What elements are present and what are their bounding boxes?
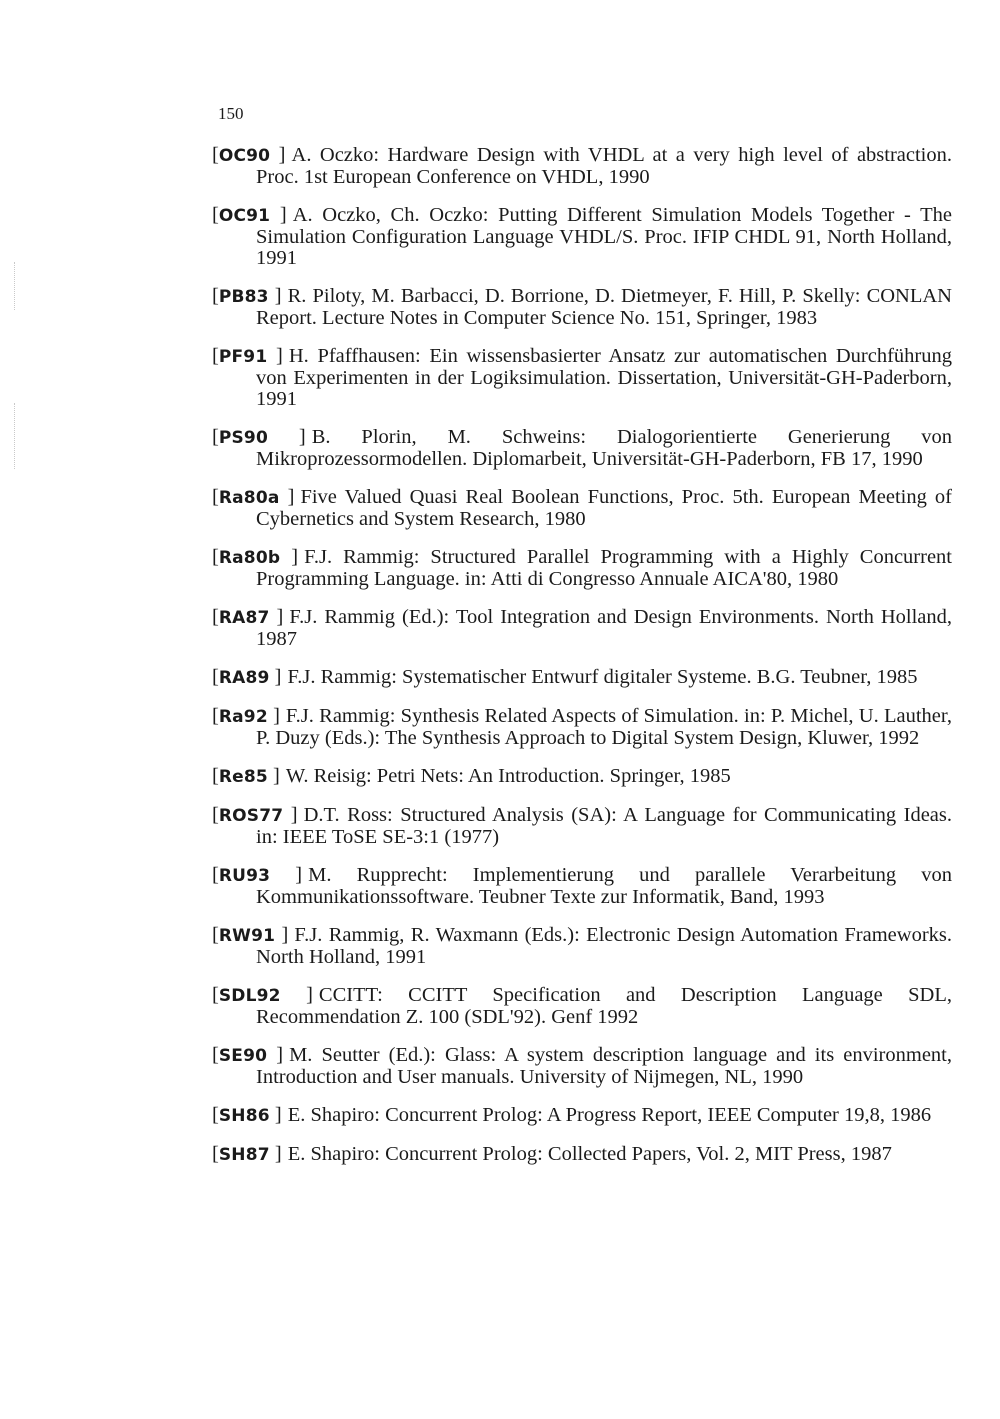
reference-text: B. Plorin, M. Schweins: Dialogorientierte Generierung von Mikroprozessormodellen. Diplomarbeit, Universität-GH-Paderborn, FB 17, 1990 [256,426,952,470]
reference-entry: [Ra92 ] F.J. Rammig: Synthesis Related Aspects of Simulation. in: P. Michel, U. Lauther, P. Duzy (Eds.): The Synthesis Approach to Digital System Design, Kluwer, 1992 [212,705,952,749]
reference-text: M. Seutter (Ed.): Glass: A system description language and its environment, Introduction and User manuals. University of Nijmegen, NL, 1990 [256,1044,952,1088]
reference-entry: [RA89 ] F.J. Rammig: Systematischer Entwurf digitaler Systeme. B.G. Teubner, 1985 [212,666,918,688]
reference-entry: [OC90 ] A. Oczko: Hardware Design with VHDL at a very high level of abstraction. Proc. 1st European Conference on VHDL, 1990 [212,144,953,188]
reference-key: RA87 [218,608,270,628]
reference-text: R. Piloty, M. Barbacci, D. Borrione, D. Dietmeyer, F. Hill, P. Skelly: CONLAN Report. Lecture Notes in Computer Science No. 151, Springer, 1983 [256,285,952,329]
reference-key: PB83 [218,287,269,307]
reference-text: E. Shapiro: Concurrent Prolog: A Progress Report, IEEE Computer 19,8, 1986 [287,1104,932,1126]
reference-entry: [RU93 ] M. Rupprecht: Implementierung und parallele Verarbeitung von Kommunikationssoftware. Teubner Texte zur Informatik, Band, 1993 [212,864,953,908]
reference-key: Ra80b [218,548,281,568]
reference-text: F.J. Rammig (Ed.): Tool Integration and Design Environments. North Holland, 1987 [256,606,952,650]
reference-text: A. Oczko, Ch. Oczko: Putting Different Simulation Models Together - The Simulation Configuration Language VHDL/S. Proc. IFIP CHDL 91, North Holland, 1991 [256,204,952,269]
reference-text: H. Pfaffhausen: Ein wissensbasierter Ansatz zur automatischen Durchführung von Experimenten in der Logiksimulation. Dissertation, Universität-GH-Paderborn, 1991 [256,345,952,410]
reference-text: F.J. Rammig: Synthesis Related Aspects of Simulation. in: P. Michel, U. Lauther, P. Duzy (Eds.): The Synthesis Approach to Digital System Design, Kluwer, 1992 [256,705,952,749]
reference-entry: [SH87 ] E. Shapiro: Concurrent Prolog: Collected Papers, Vol. 2, MIT Press, 1987 [212,1143,892,1165]
reference-key: SE90 [218,1046,268,1066]
reference-key: PF91 [218,347,268,367]
reference-text: M. Rupprecht: Implementierung und parallele Verarbeitung von Kommunikationssoftware. Teubner Texte zur Informatik, Band, 1993 [256,864,953,908]
reference-key: PS90 [218,428,268,448]
reference-text: A. Oczko: Hardware Design with VHDL at a very high level of abstraction. Proc. 1st European Conference on VHDL, 1990 [256,144,953,188]
reference-key: SDL92 [218,986,281,1006]
reference-key: SH86 [218,1106,270,1126]
reference-entry: [ROS77 ] D.T. Ross: Structured Analysis (SA): A Language for Communicating Ideas. in: IEEE ToSE SE-3:1 (1977) [212,804,953,848]
reference-entry: [SH86 ] E. Shapiro: Concurrent Prolog: A Progress Report, IEEE Computer 19,8, 1986 [212,1104,932,1126]
reference-entry: [OC91 ] A. Oczko, Ch. Oczko: Putting Different Simulation Models Together - The Simulation Configuration Language VHDL/S. Proc. IFIP CHDL 91, North Holland, 1991 [212,204,952,269]
reference-entry: [PS90 ] B. Plorin, M. Schweins: Dialogorientierte Generierung von Mikroprozessormodellen. Diplomarbeit, Universität-GH-Paderborn, FB 17, 1990 [212,426,952,470]
reference-text: W. Reisig: Petri Nets: An Introduction. Springer, 1985 [285,765,731,787]
reference-list [212,145,952,1183]
reference-entry: [Ra80b ] F.J. Rammig: Structured Parallel Programming with a Highly Concurrent Programming Language. in: Atti di Congresso Annuale AICA'80, 1980 [212,546,953,590]
reference-entry: [Ra80a ] Five Valued Quasi Real Boolean Functions, Proc. 5th. European Meeting of Cybernetics and System Research, 1980 [212,486,953,530]
reference-text: D.T. Ross: Structured Analysis (SA): A Language for Communicating Ideas. in: IEEE ToSE SE-3:1 (1977) [256,804,953,848]
reference-key: OC91 [218,206,271,226]
reference-entry: [SDL92 ] CCITT: CCITT Specification and Description Language SDL, Recommendation Z. 100 (SDL'92). Genf 1992 [212,984,953,1028]
reference-text: Five Valued Quasi Real Boolean Functions, Proc. 5th. European Meeting of Cybernetics and System Research, 1980 [256,486,953,530]
reference-entry: [PF91 ] H. Pfaffhausen: Ein wissensbasierter Ansatz zur automatischen Durchführung von Experimenten in der Logiksimulation. Dissertation, Universität-GH-Paderborn, 1991 [212,345,952,410]
reference-key: OC90 [218,146,271,166]
reference-entry: [RW91 ] F.J. Rammig, R. Waxmann (Eds.): Electronic Design Automation Frameworks. North Holland, 1991 [212,924,952,968]
reference-entry: [Re85 ] W. Reisig: Petri Nets: An Introduction. Springer, 1985 [212,765,731,787]
reference-entry: [RA87 ] F.J. Rammig (Ed.): Tool Integration and Design Environments. North Holland, 1987 [212,606,952,650]
reference-entry: [PB83 ] R. Piloty, M. Barbacci, D. Borrione, D. Dietmeyer, F. Hill, P. Skelly: CONLAN Report. Lecture Notes in Computer Science No. 151, Springer, 1983 [212,285,952,329]
reference-text: F.J. Rammig: Structured Parallel Programming with a Highly Concurrent Programming Language. in: Atti di Congresso Annuale AICA'80, 1980 [256,546,953,590]
reference-entry: [SE90 ] M. Seutter (Ed.): Glass: A system description language and its environment, Introduction and User manuals. University of Nijmegen, NL, 1990 [212,1044,952,1088]
reference-key: Ra80a [218,488,280,508]
reference-text: F.J. Rammig: Systematischer Entwurf digitaler Systeme. B.G. Teubner, 1985 [287,666,918,688]
margin-marks [14,262,19,310]
reference-key: ROS77 [218,806,284,826]
margin-marks [14,403,19,469]
reference-key: SH87 [218,1145,270,1165]
page-number: 150 [218,104,244,123]
reference-key: Re85 [218,767,268,787]
reference-text: E. Shapiro: Concurrent Prolog: Collected Papers, Vol. 2, MIT Press, 1987 [287,1143,892,1165]
reference-text: F.J. Rammig, R. Waxmann (Eds.): Electronic Design Automation Frameworks. North Holland, 1991 [256,924,952,968]
reference-key: RU93 [218,866,271,886]
reference-text: CCITT: CCITT Specification and Description Language SDL, Recommendation Z. 100 (SDL'92). Genf 1992 [256,984,953,1028]
reference-key: RW91 [218,926,276,946]
reference-key: RA89 [218,668,270,688]
reference-key: Ra92 [218,707,268,727]
